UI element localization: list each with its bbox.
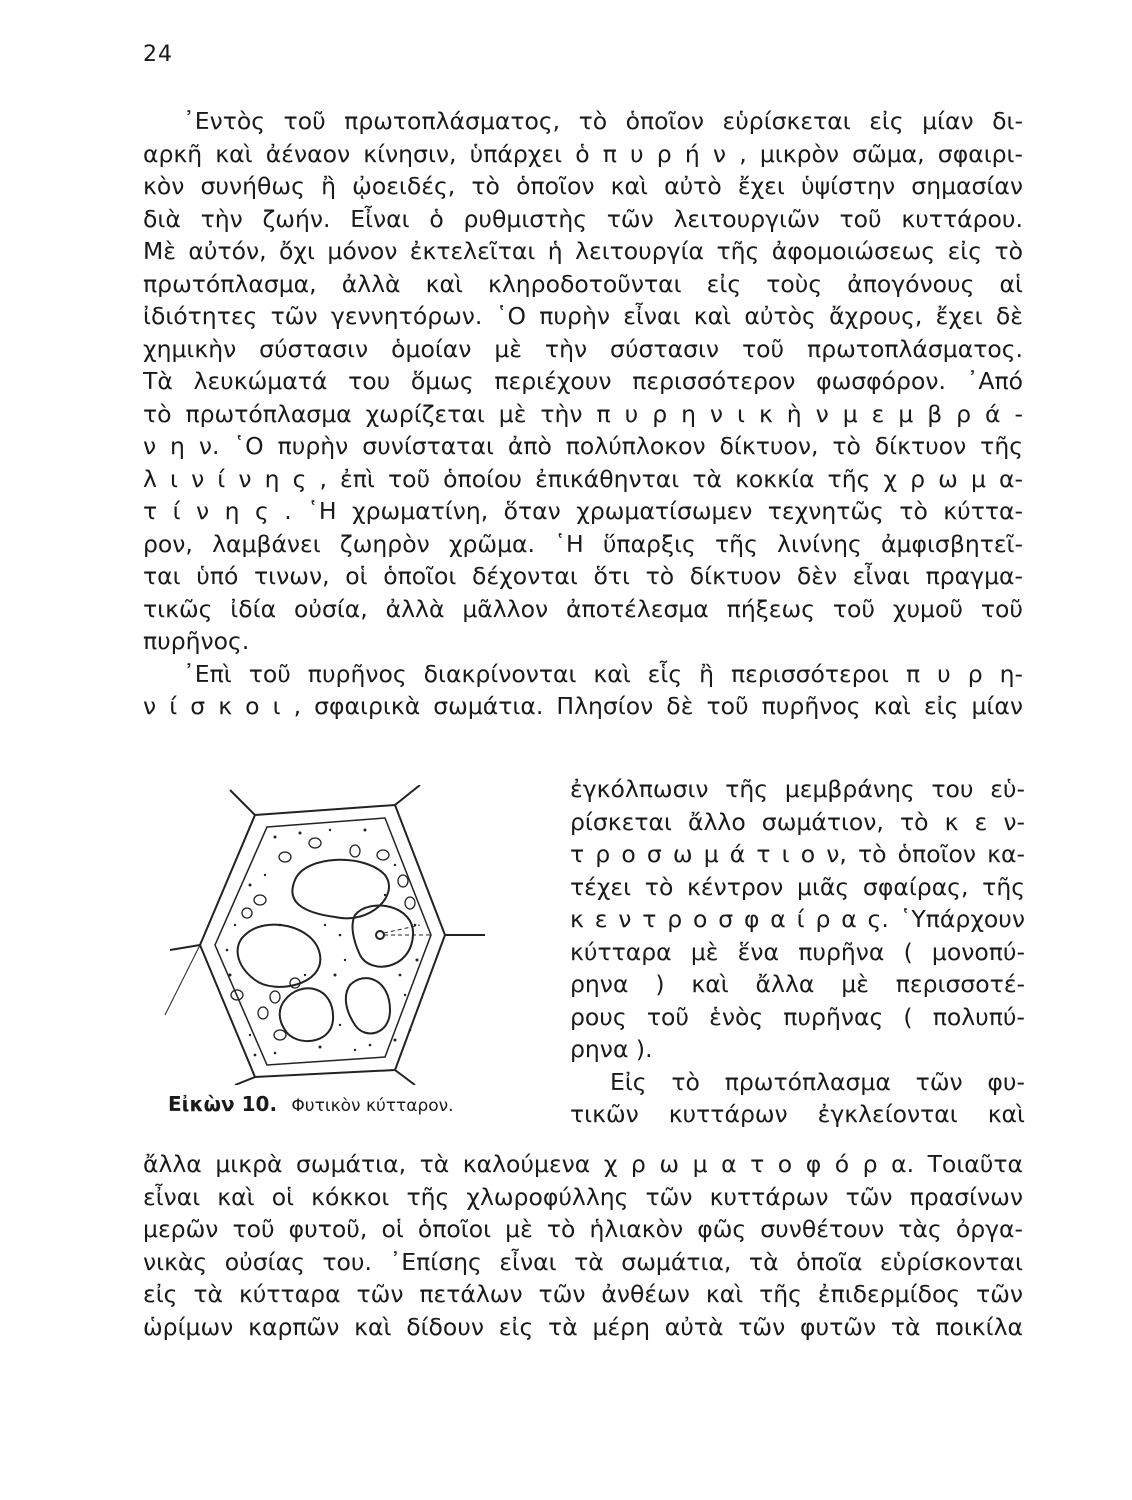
cell-wall-inner [215,818,431,1065]
figure-caption [168,1092,454,1116]
text-line: ρον, λαμβάνει ζωηρὸν χρῶμα. ῾Η ὕπαρξις τῆς λινίνης ἀμφισβητεῖ- [143,529,1023,558]
text-line: τικῶς ἰδία οὐσία, ἀλλὰ μᾶλλον ἀποτέλεσμα πήξεως τοῦ χυμοῦ τοῦ [143,594,1023,623]
text-line: Τὰ λευκώματά του ὅμως περιέχουν περισσότερον φωσφόρον. ᾿Από [143,367,1023,395]
text-line: εἶναι καὶ οἱ κόκκοι τῆς χλωροφύλλης τῶν κυττάρων τῶν πρασίνων [143,1182,1023,1211]
text-line: λ ι ν ί ν η ς , ἐπὶ τοῦ ὁποίου ἐπικάθηνται τὰ κοκκία τῆς χ ρ ω μ α- [143,464,1023,493]
text-line: αρκῆ καὶ ἀέναον κίνησιν, ὑπάρχει ὁ π υ ρ ή ν , μικρὸν σῶμα, σφαιρι- [143,139,1023,168]
text-line: χημικὴν σύστασιν ὁμοίαν μὲ τὴν σύστασιν τοῦ πρωτοπλάσματος. [143,334,1023,363]
text-line: κύτταρα μὲ ἕνα πυρῆνα ( μονοπύ- [570,937,1025,966]
text-line: ν η ν. ῾Ο πυρὴν συνίσταται ἀπὸ πολύπλοκον δίκτυον, τὸ δίκτυον τῆς [143,432,1023,460]
nucleus [376,931,384,939]
text-line: ρίσκεται ἄλλο σωμάτιον, τὸ κ ε ν- [570,807,1025,836]
text-line: ται ὑπό τινων, οἱ ὁποῖοι δέχονται ὅτι τὸ δίκτυον δὲν εἶναι πραγμα- [143,562,1023,590]
plant-cell-figure [155,785,575,1085]
main-text-bottom [143,1148,1023,1343]
text-line: ᾿Εντὸς τοῦ πρωτοπλάσματος, τὸ ὁποῖον εὑρίσκεται εἰς μίαν δι- [183,107,1023,135]
vacuole [280,988,333,1041]
text-line: μερῶν τοῦ φυτοῦ, οἱ ὁποῖοι μὲ τὸ ἡλιακὸν φῶς συνθέτουν τὰς ὀργα- [143,1215,1023,1243]
text-line: τ ί ν η ς . ῾Η χρωματίνη, ὅταν χρωματίσωμεν τεχνητῶς τὸ κύττα- [143,497,1023,525]
main-text-top [143,105,1023,723]
text-line: κὸν συνήθως ἢ ᾠοειδές, τὸ ὁποῖον καὶ αὐτὸ ἔχει ὑψίστην σημασίαν [143,172,1023,200]
text-line: πρωτόπλασμα, ἀλλὰ καὶ κληροδοτοῦνται εἰς τοὺς ἀπογόνους αἱ [143,269,1023,298]
text-line: νικὰς οὐσίας του. ᾿Επίσης εἶναι τὰ σωμάτια, τὰ ὁποῖα εὑρίσκονται [143,1247,1023,1276]
text-line: ᾿Επὶ τοῦ πυρῆνος διακρίνονται καὶ εἷς ἢ περισσότεροι π υ ρ η- [183,659,1023,688]
text-line: τὸ πρωτόπλασμα χωρίζεται μὲ τὴν π υ ρ η ν ι κ ὴ ν μ ε μ β ρ ά - [143,399,1023,428]
text-line: ρηνα ) καὶ ἄλλα μὲ περισσοτέ- [570,970,1025,998]
vacuole [346,978,390,1033]
vacuole [353,905,414,966]
vacuole [292,860,389,919]
text-line: Εἰς τὸ πρωτόπλασμα τῶν φυ- [610,1067,1025,1096]
figure-caption-text: Φυτικὸν κύτταρον. [291,1096,454,1116]
text-line: ν ί σ κ ο ι , σφαιρικὰ σωμάτια. Πλησίον δὲ τοῦ πυρῆνος καὶ εἰς μίαν [143,692,1023,720]
text-line: κ ε ν τ ρ ο σ φ α ί ρ α ς. ῾Υπάρχουν [570,905,1025,933]
text-line: Μὲ αὐτόν, ὄχι μόνον ἐκτελεῖται ἡ λειτουργία τῆς ἀφομοιώσεως εἰς τὸ [143,237,1023,265]
figure-label: Εἰκὼν 10. [168,1092,278,1116]
plant-cell-illustration [155,785,575,1085]
text-line: τ ρ ο σ ω μ ά τ ι ο ν, τὸ ὁποῖον κα- [570,840,1025,868]
text-line: ρηνα ). [570,1035,653,1063]
text-line: διὰ τὴν ζωήν. Εἶναι ὁ ρυθμιστὴς τῶν λειτουργιῶν τοῦ κυττάρου. [143,204,1023,233]
side-text [570,773,1025,1131]
text-line: ρους τοῦ ἑνὸς πυρῆνας ( πολυπύ- [570,1002,1025,1031]
text-line: ἐγκόλπωσιν τῆς μεμβράνης του εὑ- [570,775,1025,803]
text-line: ἄλλα μικρὰ σωμάτια, τὰ καλούμενα χ ρ ω μ α τ ο φ ό ρ α. Τοιαῦτα [143,1150,1023,1178]
text-line: τικῶν κυττάρων ἐγκλείονται καὶ [570,1100,1025,1128]
text-line: τέχει τὸ κέντρον μιᾶς σφαίρας, τῆς [570,872,1025,901]
text-line: εἰς τὰ κύτταρα τῶν πετάλων τῶν ἀνθέων καὶ τῆς ἐπιδερμίδος τῶν [143,1280,1023,1308]
text-line: πυρῆνος. [143,627,250,655]
vacuole [238,925,321,987]
text-line: ἰδιότητες τῶν γεννητόρων. ῾Ο πυρὴν εἶναι καὶ αὐτὸς ἄχρους, ἔχει δὲ [143,302,1023,330]
page-number: 24 [143,42,173,67]
text-line: ὡρίμων καρπῶν καὶ δίδουν εἰς τὰ μέρη αὐτὰ τῶν φυτῶν τὰ ποικίλα [143,1312,1023,1341]
